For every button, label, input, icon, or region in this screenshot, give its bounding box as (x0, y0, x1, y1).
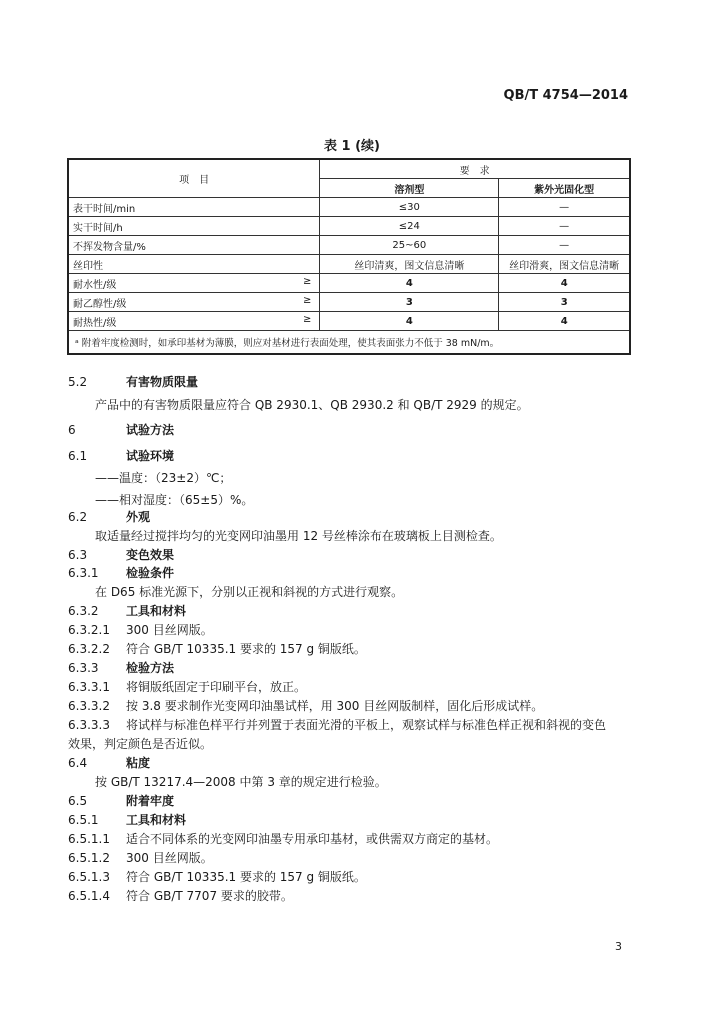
header-uv: 紫外光固化型 (499, 179, 630, 198)
page-number: 3 (615, 940, 622, 953)
row-uv-value: 4 (499, 312, 630, 331)
table-row (68, 274, 630, 293)
requirements-table (67, 158, 631, 355)
paragraph: 按 GB/T 13217.4—2008 中第 3 章的规定进行检验。 (95, 775, 387, 789)
section-heading: 6.5 附着牢度 (68, 794, 175, 808)
header-requirements: 要 求 (320, 159, 630, 179)
paragraph: 取适量经过搅拌均匀的光变网印油墨用 12 号丝棒涂布在玻璃板上目测检查。 (95, 529, 502, 543)
table-row (68, 312, 630, 331)
row-name: 耐水性/级 ≥ (68, 274, 320, 293)
paragraph: 6.5.1.3 符合 GB/T 10335.1 要求的 157 g 铜版纸。 (68, 870, 366, 884)
table-footnote-row (68, 331, 630, 355)
row-uv-value: 丝印滑爽，图文信息清晰 (499, 255, 630, 274)
paragraph: 6.3.2.2 符合 GB/T 10335.1 要求的 157 g 铜版纸。 (68, 642, 366, 656)
paragraph: 效果，判定颜色是否近似。 (68, 737, 213, 751)
section-heading: 5.2 有害物质限量 (68, 375, 199, 389)
table-row (68, 293, 630, 312)
row-uv-value: 3 (499, 293, 630, 312)
paragraph: 6.5.1.1 适合不同体系的光变网印油墨专用承印基材，或供需双方商定的基材。 (68, 832, 499, 846)
paragraph: 产品中的有害物质限量应符合 QB 2930.1、QB 2930.2 和 QB/T 2929 的规定。 (95, 398, 529, 412)
section-heading: 6.3.3 检验方法 (68, 661, 175, 675)
section-heading: 6.1 试验环境 (68, 449, 175, 463)
table-row (68, 217, 630, 236)
section-heading: 6.5.1 工具和材料 (68, 813, 187, 827)
row-name: 不挥发物含量/% (68, 236, 320, 255)
row-name: 表干时间/min (68, 198, 320, 217)
section-heading: 6.3.2 工具和材料 (68, 604, 187, 618)
section-heading: 6.3.1 检验条件 (68, 566, 175, 580)
table-row (68, 255, 630, 274)
paragraph: ——相对湿度：（65±5）%。 (95, 493, 254, 507)
section-heading: 6 试验方法 (68, 423, 175, 437)
paragraph: 6.3.2.1 300 目丝网版。 (68, 623, 213, 637)
row-name: 丝印性 (68, 255, 320, 274)
table-row (68, 236, 630, 255)
paragraph: 6.3.3.3 将试样与标准色样平行并列置于表面光滑的平板上，观察试样与标准色样正视和斜视的变色 (68, 718, 607, 732)
table-header-row (68, 159, 630, 179)
row-solvent-value: ≤24 (320, 217, 499, 236)
row-solvent-value: ≤30 (320, 198, 499, 217)
paragraph: 6.5.1.2 300 目丝网版。 (68, 851, 213, 865)
row-solvent-value: 4 (320, 274, 499, 293)
paragraph: ——温度：（23±2）℃； (95, 471, 232, 485)
row-uv-value: — (499, 198, 630, 217)
header-solvent: 溶剂型 (320, 179, 499, 198)
row-solvent-value: 4 (320, 312, 499, 331)
table-footnote: ᵃ 附着牢度检测时，如承印基材为薄膜，则应对基材进行表面处理，使其表面张力不低于 38 mN/m。 (68, 331, 630, 355)
row-uv-value: — (499, 236, 630, 255)
standard-code: QB/T 4754—2014 (503, 88, 628, 103)
row-solvent-value: 25~60 (320, 236, 499, 255)
row-uv-value: 4 (499, 274, 630, 293)
table-caption: 表 1 (续) (324, 139, 380, 154)
paragraph: 6.5.1.4 符合 GB/T 7707 要求的胶带。 (68, 889, 293, 903)
row-name: 实干时间/h (68, 217, 320, 236)
row-name: 耐乙醇性/级 ≥ (68, 293, 320, 312)
paragraph: 在 D65 标准光源下，分别以正视和斜视的方式进行观察。 (95, 585, 404, 599)
paragraph: 6.3.3.2 按 3.8 要求制作光变网印油墨试样，用 300 目丝网版制样，固化后形成试样。 (68, 699, 544, 713)
header-item: 项 目 (68, 159, 320, 198)
row-solvent-value: 丝印清爽，图文信息清晰 (320, 255, 499, 274)
section-heading: 6.4 粘度 (68, 756, 151, 770)
table-row (68, 198, 630, 217)
section-heading: 6.2 外观 (68, 510, 151, 524)
paragraph: 6.3.3.1 将铜版纸固定于印刷平台，放正。 (68, 680, 307, 694)
row-solvent-value: 3 (320, 293, 499, 312)
row-name: 耐热性/级 ≥ (68, 312, 320, 331)
row-uv-value: — (499, 217, 630, 236)
section-heading: 6.3 变色效果 (68, 548, 175, 562)
